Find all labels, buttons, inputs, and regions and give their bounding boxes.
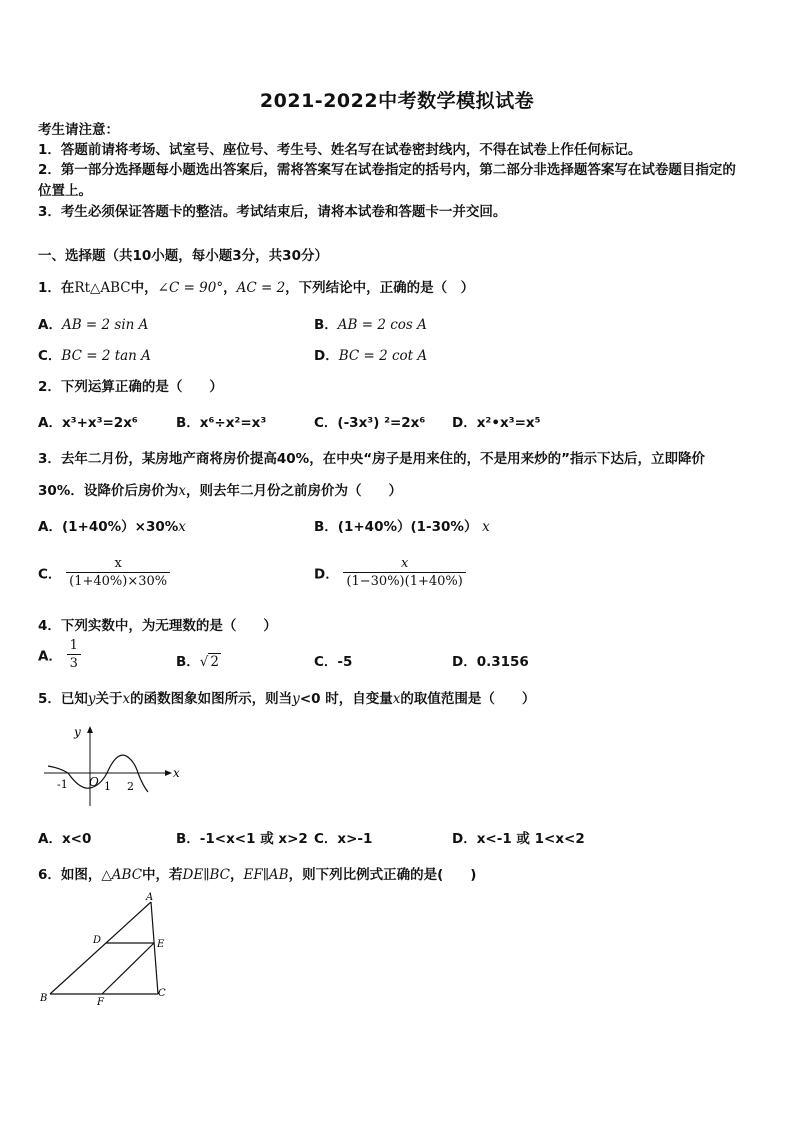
question-6-stem (38, 863, 476, 883)
q4-option-b-radicand: 2 (210, 654, 219, 670)
q4-option-a-fraction (67, 638, 81, 671)
question-2-stem: 2．下列运算正确的是（ ） (38, 379, 223, 395)
vertex-a-label: A (146, 892, 154, 903)
q3-option-d-denominator: (1−30%)(1+40%) (346, 574, 463, 589)
q3-option-d-numerator: x (343, 556, 465, 573)
q5-stem-e: 的取值范围是（ ） (400, 691, 536, 707)
notice-heading: 考生请注意： (38, 122, 119, 138)
notice-item-2: 2．第一部分选择题每小题选出答案后，需将答案写在试卷指定的括号内，第二部分非选择题答案写在试卷题目指定的 (38, 162, 736, 178)
q1-triangle: Rt△ABC (74, 280, 131, 296)
q1-option-a-label: A． (38, 317, 62, 333)
graph-tick-2: 2 (127, 780, 134, 793)
q2-option-a[interactable]: A．x³+x³=2x⁶ (38, 415, 138, 431)
q4-option-a-denominator: 3 (69, 656, 78, 671)
q2-option-b[interactable]: B．x⁶÷x²=x³ (176, 415, 267, 431)
q3-option-c-numerator: x (66, 556, 170, 573)
graph-origin-label: O (89, 775, 99, 789)
graph-axis-x-label: x (173, 766, 180, 780)
q6-triangle-figure (36, 890, 176, 1010)
q5-option-d[interactable]: D．x<-1 或 1<x<2 (452, 831, 585, 847)
q1-stem-b: 中， (130, 280, 158, 296)
q3-option-c-label: C． (38, 566, 62, 583)
point-f-label: F (97, 997, 104, 1008)
q6-stem-d: ，则下列比例式正确的是( ) (288, 867, 477, 883)
q1-option-a[interactable] (38, 313, 148, 333)
q1-option-b-text: AB = 2 cos A (337, 317, 427, 333)
q4-option-d[interactable]: D．0.3156 (452, 654, 529, 670)
question-1-stem (38, 276, 474, 296)
notice-item-3: 3．考生必须保证答题卡的整洁。考试结束后，请将本试卷和答题卡一并交回。 (38, 204, 507, 220)
q3-option-c[interactable] (38, 556, 170, 589)
q3-option-d-fraction (343, 556, 465, 589)
q3-option-a[interactable] (38, 515, 186, 535)
q1-cond1: ∠C = 90° (157, 280, 224, 296)
q1-option-c-label: C． (38, 348, 62, 364)
page-title: 2021-2022中考数学模拟试卷 (259, 90, 535, 112)
q6-stem-b: 中，若 (142, 867, 183, 883)
vertex-c-label: C (158, 988, 166, 999)
q6-cond2: EF∥AB (243, 867, 289, 883)
point-d-label: D (93, 935, 102, 946)
q1-option-d-label: D． (314, 348, 339, 364)
vertex-b-label: B (40, 993, 48, 1004)
q5-function-graph (40, 718, 190, 808)
q5-option-a[interactable]: A．x<0 (38, 831, 92, 847)
sqrt-icon: √ (199, 654, 209, 670)
q1-option-d[interactable] (314, 344, 427, 364)
graph-axis-y-label: y (74, 725, 81, 739)
q2-option-c[interactable]: C．(-3x³) ²=2x⁶ (314, 415, 426, 431)
q3-line2-var: x (178, 483, 186, 499)
q1-sep: ， (223, 280, 237, 296)
q5-option-b[interactable]: B．-1<x<1 或 x>2 (176, 831, 308, 847)
graph-tick-1: 1 (104, 780, 111, 793)
q1-stem-c: ，下列结论中，正确的是（ ） (285, 280, 475, 296)
y-axis-arrow-icon (87, 726, 93, 733)
q5-option-c[interactable]: C．x>-1 (314, 831, 373, 847)
section-heading: 一、选择题（共10小题，每小题3分，共30分） (38, 248, 328, 264)
q2-option-d[interactable]: D．x²•x³=x⁵ (452, 415, 541, 431)
q3-line2-a: 30%．设降价后房价为 (38, 483, 179, 499)
q5-var-x2: x (392, 691, 401, 707)
q3-option-d-label: D． (314, 566, 339, 583)
side-ab (50, 902, 151, 994)
segment-ef (102, 943, 154, 994)
q5-stem-d: <0 时，自变量 (299, 691, 393, 707)
q3-option-c-denominator: (1+40%)×30% (69, 574, 168, 589)
q1-stem-a: 1．在 (38, 280, 75, 296)
q3-option-a-var: x (178, 519, 186, 535)
q3-option-b-text: (1+40%）(1-30%） (337, 519, 478, 535)
q4-option-b[interactable] (176, 650, 221, 670)
q4-option-a-label: A． (38, 648, 62, 665)
notice-item-2-cont: 位置上。 (38, 183, 92, 199)
q4-option-a-numerator: 1 (67, 638, 81, 655)
q5-var-y: y (87, 691, 96, 707)
q1-option-a-text: AB = 2 sin A (61, 317, 149, 333)
q1-option-d-text: BC = 2 cot A (338, 348, 428, 364)
q4-option-b-label: B． (176, 654, 200, 670)
q3-option-c-fraction (66, 556, 170, 589)
q3-option-a-text: (1+40%）×30% (61, 519, 179, 535)
question-5-stem (38, 687, 535, 707)
q6-triangle: △ABC (101, 867, 143, 883)
q3-line2-b: ，则去年二月份之前房价为（ ） (185, 483, 402, 499)
question-3-line-1: 3．去年二月份，某房地产商将房价提高40%，在中央“房子是用来住的，不是用来炒的”指示下达后，立即降价 (38, 451, 705, 467)
q1-option-c[interactable] (38, 344, 151, 364)
q6-stem-c: ， (229, 867, 244, 883)
q3-option-b[interactable] (314, 515, 490, 535)
q1-option-b-label: B． (314, 317, 338, 333)
q3-option-b-var: x (482, 519, 490, 535)
q6-stem-a: 6．如图， (38, 867, 102, 883)
q3-option-b-label: B． (314, 519, 338, 535)
q5-var-y2: y (292, 691, 300, 707)
q5-stem-c: 的函数图象如图所示，则当 (130, 691, 293, 707)
q1-cond2: AC = 2 (236, 280, 286, 296)
q5-var-x: x (122, 691, 131, 707)
q6-cond1: DE∥BC (182, 867, 230, 883)
q4-option-a[interactable] (38, 638, 81, 671)
q3-option-a-label: A． (38, 519, 62, 535)
question-3-line-2 (38, 479, 402, 499)
notice-item-1: 1．答题前请将考场、试室号、座位号、考生号、姓名写在试卷密封线内，不得在试卷上作任何标记。 (38, 142, 642, 158)
q1-option-c-text: BC = 2 tan A (61, 348, 151, 364)
question-4-stem: 4．下列实数中，为无理数的是（ ） (38, 618, 277, 634)
q1-option-b[interactable] (314, 313, 427, 333)
q4-option-c[interactable]: C．-5 (314, 654, 353, 670)
x-axis-arrow-icon (165, 770, 172, 776)
q3-option-d[interactable] (314, 556, 466, 589)
graph-tick-neg1: -1 (57, 778, 68, 791)
q5-stem-a: 5．已知 (38, 691, 88, 707)
q5-stem-b: 关于 (95, 691, 123, 707)
point-e-label: E (157, 939, 165, 950)
